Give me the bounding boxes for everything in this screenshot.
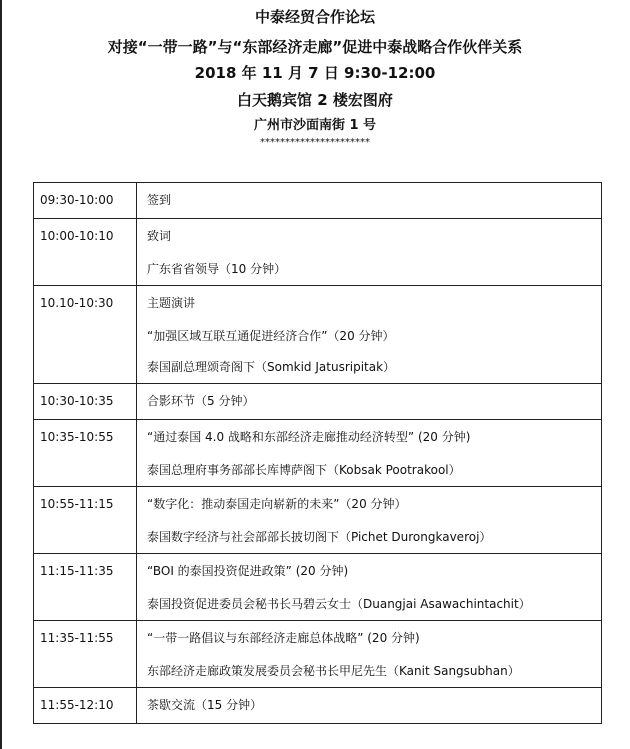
- description-cell: 致词 广东省省领导（10 分钟）: [137, 219, 602, 286]
- event-datetime: 2018 年 11 月 7 日 9:30-12:00: [194, 64, 436, 82]
- time-cell: 10:55-11:15: [34, 487, 137, 554]
- description-cell: “通过泰国 4.0 战略和东部经济走廊推动经济转型” (20 分钟) 泰国总理府事务部部长库博萨阁下（Kobsak Pootrakool）: [137, 420, 602, 487]
- time-cell: 10.10-10:30: [34, 286, 137, 384]
- table-row: [34, 384, 602, 420]
- table-row: [34, 286, 602, 384]
- agenda-header: [0, 0, 630, 149]
- table-row: [34, 688, 602, 724]
- description-cell: “一带一路倡议与东部经济走廊总体战略” (20 分钟) 东部经济走廊政策发展委员会秘书长甲尼先生（Kanit Sangsubhan）: [137, 621, 602, 688]
- forum-subtitle: 对接“一带一路”与“东部经济走廊”促进中泰战略合作伙伴关系: [107, 38, 523, 56]
- time-cell: 09:30-10:00: [34, 183, 137, 219]
- description-cell: “BOI 的泰国投资促进政策” (20 分钟) 泰国投资促进委员会秘书长马碧云女士（Duangjai Asawachintachit）: [137, 554, 602, 621]
- time-cell: 11:55-12:10: [34, 688, 137, 724]
- event-address: 广州市沙面南街 1 号: [253, 118, 377, 133]
- table-row: [34, 183, 602, 219]
- description-cell: 签到: [137, 183, 602, 219]
- time-cell: 10:35-10:55: [34, 420, 137, 487]
- table-row: [34, 487, 602, 554]
- table-row: [34, 621, 602, 688]
- time-cell: 10:00-10:10: [34, 219, 137, 286]
- description-cell: “数字化：推动泰国走向崭新的未来”（20 分钟） 泰国数字经济与社会部部长披切阁下（Pichet Durongkaveroj）: [137, 487, 602, 554]
- time-cell: 11:15-11:35: [34, 554, 137, 621]
- agenda-table: [33, 182, 602, 724]
- description-cell: 主题演讲 “加强区域互联互通促进经济合作”（20 分钟） 泰国副总理颂奇阁下（Somkid Jatusripitak）: [137, 286, 602, 384]
- description-cell: 合影环节（5 分钟）: [137, 384, 602, 420]
- table-row: [34, 420, 602, 487]
- event-venue: 白天鹅宾馆 2 楼宏图府: [237, 91, 393, 109]
- header-separator: **********************: [260, 137, 370, 148]
- table-row: [34, 219, 602, 286]
- description-cell: 茶歇交流（15 分钟）: [137, 688, 602, 724]
- table-row: [34, 554, 602, 621]
- forum-title: 中泰经贸合作论坛: [254, 8, 375, 26]
- time-cell: 11:35-11:55: [34, 621, 137, 688]
- time-cell: 10:30-10:35: [34, 384, 137, 420]
